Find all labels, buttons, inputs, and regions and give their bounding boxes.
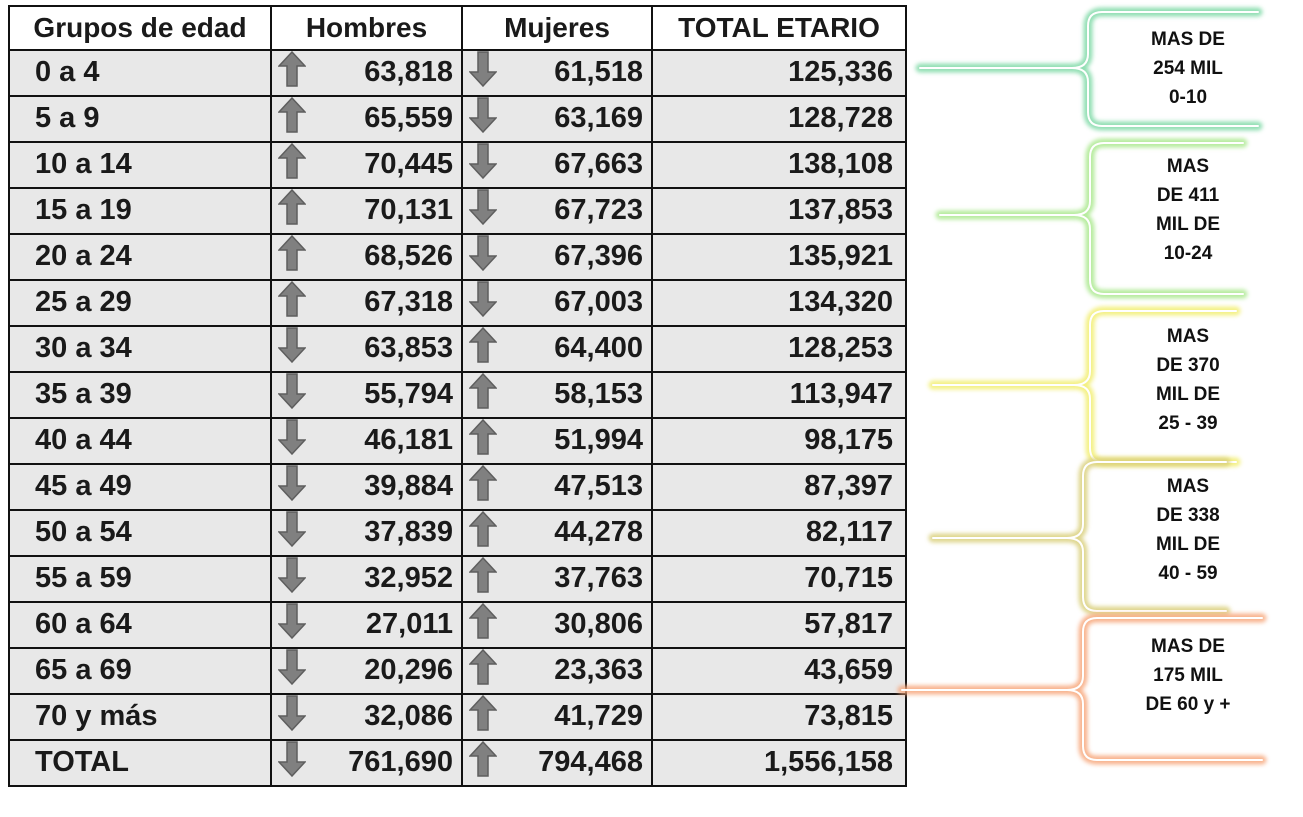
annotation-line: 175 MIL	[1153, 665, 1223, 686]
men-value: 46,181	[364, 424, 453, 456]
annotation-line: MAS	[1166, 326, 1210, 347]
women-value: 47,513	[554, 470, 643, 502]
annotation-line: MAS	[1166, 476, 1210, 497]
women-value: 63,169	[554, 102, 643, 134]
women-value: 58,153	[554, 378, 643, 410]
annotation-line: MAS DE	[1151, 636, 1225, 657]
men-value: 68,526	[364, 240, 453, 272]
total-cell: 57,817	[652, 602, 906, 648]
age-group-cell: 50 a 54	[9, 510, 271, 556]
age-group-cell: 70 y más	[9, 694, 271, 740]
annotation-line: 0-10	[1168, 87, 1208, 108]
women-value: 67,663	[554, 148, 643, 180]
age-group-cell: 25 a 29	[9, 280, 271, 326]
age-group-cell: 45 a 49	[9, 464, 271, 510]
annotation-line: 40 - 59	[1158, 563, 1218, 584]
men-value: 37,839	[364, 516, 453, 548]
men-value: 55,794	[364, 378, 453, 410]
women-value: 67,003	[554, 286, 643, 318]
women-value: 64,400	[554, 332, 643, 364]
age-group-cell: 35 a 39	[9, 372, 271, 418]
age-group-cell: 20 a 24	[9, 234, 271, 280]
total-cell: 138,108	[652, 142, 906, 188]
age-group-cell: 60 a 64	[9, 602, 271, 648]
age-group-cell: 40 a 44	[9, 418, 271, 464]
annotation-label	[1118, 472, 1258, 588]
total-cell: 128,728	[652, 96, 906, 142]
annotation-line: MIL DE	[1155, 384, 1221, 405]
header-age-groups: Grupos de edad	[9, 6, 271, 50]
total-cell: 125,336	[652, 50, 906, 96]
men-value: 63,853	[364, 332, 453, 364]
women-value: 67,396	[554, 240, 643, 272]
age-group-cell: 10 a 14	[9, 142, 271, 188]
annotation-line: MIL DE	[1155, 214, 1221, 235]
men-value: 20,296	[364, 654, 453, 686]
annotation-line: 10-24	[1163, 243, 1213, 264]
total-cell: 43,659	[652, 648, 906, 694]
header-women: Mujeres	[462, 6, 652, 50]
age-group-cell: 30 a 34	[9, 326, 271, 372]
women-value: 41,729	[554, 700, 643, 732]
total-cell: 82,117	[652, 510, 906, 556]
total-cell: 73,815	[652, 694, 906, 740]
total-cell: 98,175	[652, 418, 906, 464]
annotation-line: DE 411	[1156, 185, 1220, 206]
annotation-line: MIL DE	[1155, 534, 1221, 555]
age-group-cell: TOTAL	[9, 740, 271, 786]
total-cell: 70,715	[652, 556, 906, 602]
header-men: Hombres	[271, 6, 462, 50]
total-cell: 1,556,158	[652, 740, 906, 786]
header-total: TOTAL ETARIO	[652, 6, 906, 50]
annotation-line: 25 - 39	[1158, 413, 1218, 434]
total-cell: 87,397	[652, 464, 906, 510]
men-value: 70,131	[364, 194, 453, 226]
total-cell: 128,253	[652, 326, 906, 372]
men-value: 27,011	[365, 608, 453, 640]
women-value: 37,763	[554, 562, 643, 594]
women-value: 30,806	[554, 608, 643, 640]
men-value: 32,952	[364, 562, 453, 594]
men-value: 39,884	[364, 470, 453, 502]
annotation-label	[1118, 25, 1258, 112]
men-value: 65,559	[364, 102, 453, 134]
age-group-cell: 5 a 9	[9, 96, 271, 142]
annotation-line: DE 60 y +	[1145, 694, 1231, 715]
men-value: 63,818	[364, 56, 453, 88]
women-value: 51,994	[554, 424, 643, 456]
total-cell: 113,947	[652, 372, 906, 418]
total-cell: 137,853	[652, 188, 906, 234]
men-value: 70,445	[364, 148, 453, 180]
men-value: 67,318	[364, 286, 453, 318]
annotation-line: MAS DE	[1151, 29, 1225, 50]
total-cell: 135,921	[652, 234, 906, 280]
women-value: 61,518	[554, 56, 643, 88]
age-group-cell: 15 a 19	[9, 188, 271, 234]
men-value: 32,086	[364, 700, 453, 732]
annotation-line: 254 MIL	[1153, 58, 1223, 79]
age-group-cell: 55 a 59	[9, 556, 271, 602]
women-value: 67,723	[554, 194, 643, 226]
total-cell: 134,320	[652, 280, 906, 326]
annotation-label	[1118, 632, 1258, 719]
women-value: 44,278	[554, 516, 643, 548]
women-value: 23,363	[554, 654, 643, 686]
annotation-line: DE 338	[1156, 505, 1220, 526]
men-value: 761,690	[348, 746, 453, 778]
annotation-line: DE 370	[1156, 355, 1220, 376]
annotation-line: MAS	[1166, 156, 1210, 177]
women-value: 794,468	[538, 746, 643, 778]
annotation-label	[1118, 322, 1258, 438]
age-group-cell: 0 a 4	[9, 50, 271, 96]
annotation-label	[1118, 152, 1258, 268]
age-group-cell: 65 a 69	[9, 648, 271, 694]
